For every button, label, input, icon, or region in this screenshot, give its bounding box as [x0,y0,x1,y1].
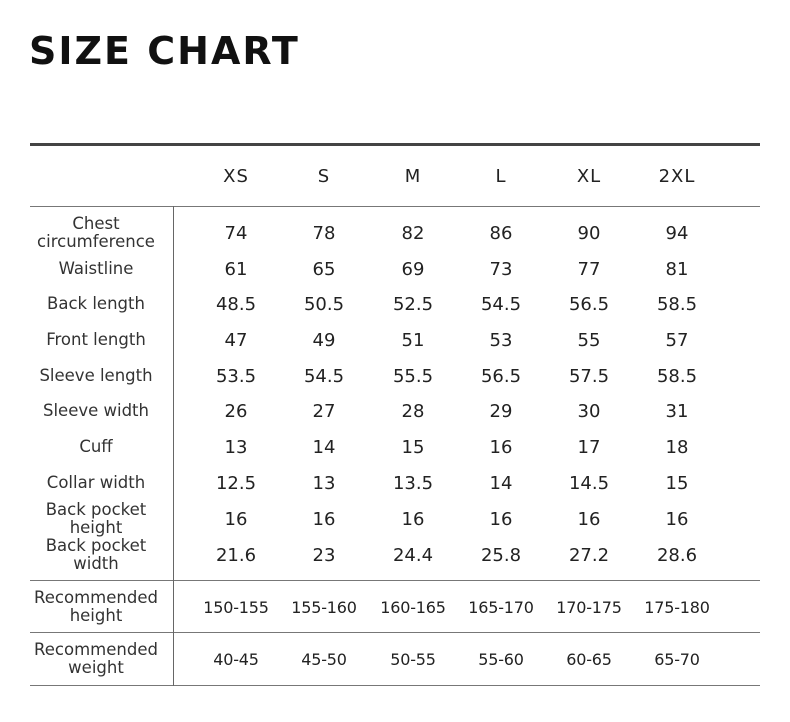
table-cell: 16 [312,508,336,530]
recommended-cell: 55-60 [478,649,524,669]
row-label: Sleeve width [42,401,149,420]
table-cell: 49 [312,329,336,351]
size-header-xl: XL [576,165,602,187]
table-cell: 17 [577,436,601,458]
recommended-cell: 155-160 [291,597,357,617]
table-cell: 16 [401,508,425,530]
table-cell: 16 [224,508,248,530]
table-cell: 26 [224,400,248,422]
table-cell: 56.5 [568,293,610,315]
recommended-cell: 60-65 [566,649,612,669]
table-cell: 52.5 [392,293,434,315]
table-top-border [30,143,760,146]
table-cell: 16 [665,508,689,530]
size-header-2xl: 2XL [658,165,696,187]
table-cell: 55.5 [392,365,434,387]
row-label: Waistline [58,259,134,278]
recommended-cell: 150-155 [203,597,269,617]
table-cell: 73 [489,258,513,280]
row-label: Collar width [46,473,146,492]
table-cell: 14 [312,436,336,458]
table-cell: 28 [401,400,425,422]
table-cell: 58.5 [656,365,698,387]
table-cell: 29 [489,400,513,422]
table-cell: 13 [312,472,336,494]
table-cell: 57 [665,329,689,351]
table-cell: 15 [665,472,689,494]
table-cell: 25.8 [480,544,522,566]
recommended-cell: 65-70 [654,649,700,669]
table-cell: 90 [577,222,601,244]
page-title: SIZE CHART [29,29,300,73]
table-cell: 50.5 [303,293,345,315]
row-label: Front length [46,330,146,349]
table-cell: 14 [489,472,513,494]
table-cell: 81 [665,258,689,280]
row-label: Back pocket width [45,536,147,573]
size-header-l: L [495,165,507,187]
row-label: Back pocket height [45,500,147,537]
table-cell: 65 [312,258,336,280]
row-label: Sleeve length [39,366,153,385]
table-cell: 78 [312,222,336,244]
table-cell: 82 [401,222,425,244]
recommended-cell: 175-180 [644,597,710,617]
row-label: Chest circumference [37,214,155,251]
table-cell: 94 [665,222,689,244]
recommended-cell: 50-55 [390,649,436,669]
table-cell: 57.5 [568,365,610,387]
row-label: Back length [47,294,145,313]
recommended-cell: 45-50 [301,649,347,669]
table-cell: 27.2 [568,544,610,566]
table-cell: 27 [312,400,336,422]
table-cell: 15 [401,436,425,458]
table-cell: 16 [489,508,513,530]
recommended-label: Recommended weight [34,640,158,677]
table-cell: 14.5 [568,472,610,494]
table-cell: 30 [577,400,601,422]
table-cell: 48.5 [215,293,257,315]
table-cell: 61 [224,258,248,280]
size-header-s: S [317,165,331,187]
table-cell: 55 [577,329,601,351]
measurements-divider [30,580,760,581]
table-cell: 58.5 [656,293,698,315]
table-cell: 74 [224,222,248,244]
label-column-divider [173,206,174,686]
table-cell: 23 [312,544,336,566]
table-cell: 53.5 [215,365,257,387]
table-cell: 13.5 [392,472,434,494]
table-cell: 69 [401,258,425,280]
recommended-label: Recommended height [34,588,158,625]
row-label: Cuff [79,437,113,456]
table-cell: 77 [577,258,601,280]
table-cell: 31 [665,400,689,422]
table-cell: 54.5 [480,293,522,315]
table-cell: 54.5 [303,365,345,387]
recommended-cell: 170-175 [556,597,622,617]
table-cell: 53 [489,329,513,351]
table-cell: 86 [489,222,513,244]
table-cell: 13 [224,436,248,458]
size-header-m: M [404,165,422,187]
table-cell: 21.6 [215,544,257,566]
table-cell: 16 [489,436,513,458]
table-cell: 18 [665,436,689,458]
table-cell: 51 [401,329,425,351]
header-divider [30,206,760,207]
table-cell: 24.4 [392,544,434,566]
recommended-cell: 40-45 [213,649,259,669]
size-header-xs: XS [223,165,249,187]
table-cell: 12.5 [215,472,257,494]
recommended-cell: 165-170 [468,597,534,617]
recommended-divider [30,632,760,633]
recommended-cell: 160-165 [380,597,446,617]
table-cell: 56.5 [480,365,522,387]
table-cell: 28.6 [656,544,698,566]
table-cell: 16 [577,508,601,530]
table-bottom-border [30,685,760,686]
table-cell: 47 [224,329,248,351]
